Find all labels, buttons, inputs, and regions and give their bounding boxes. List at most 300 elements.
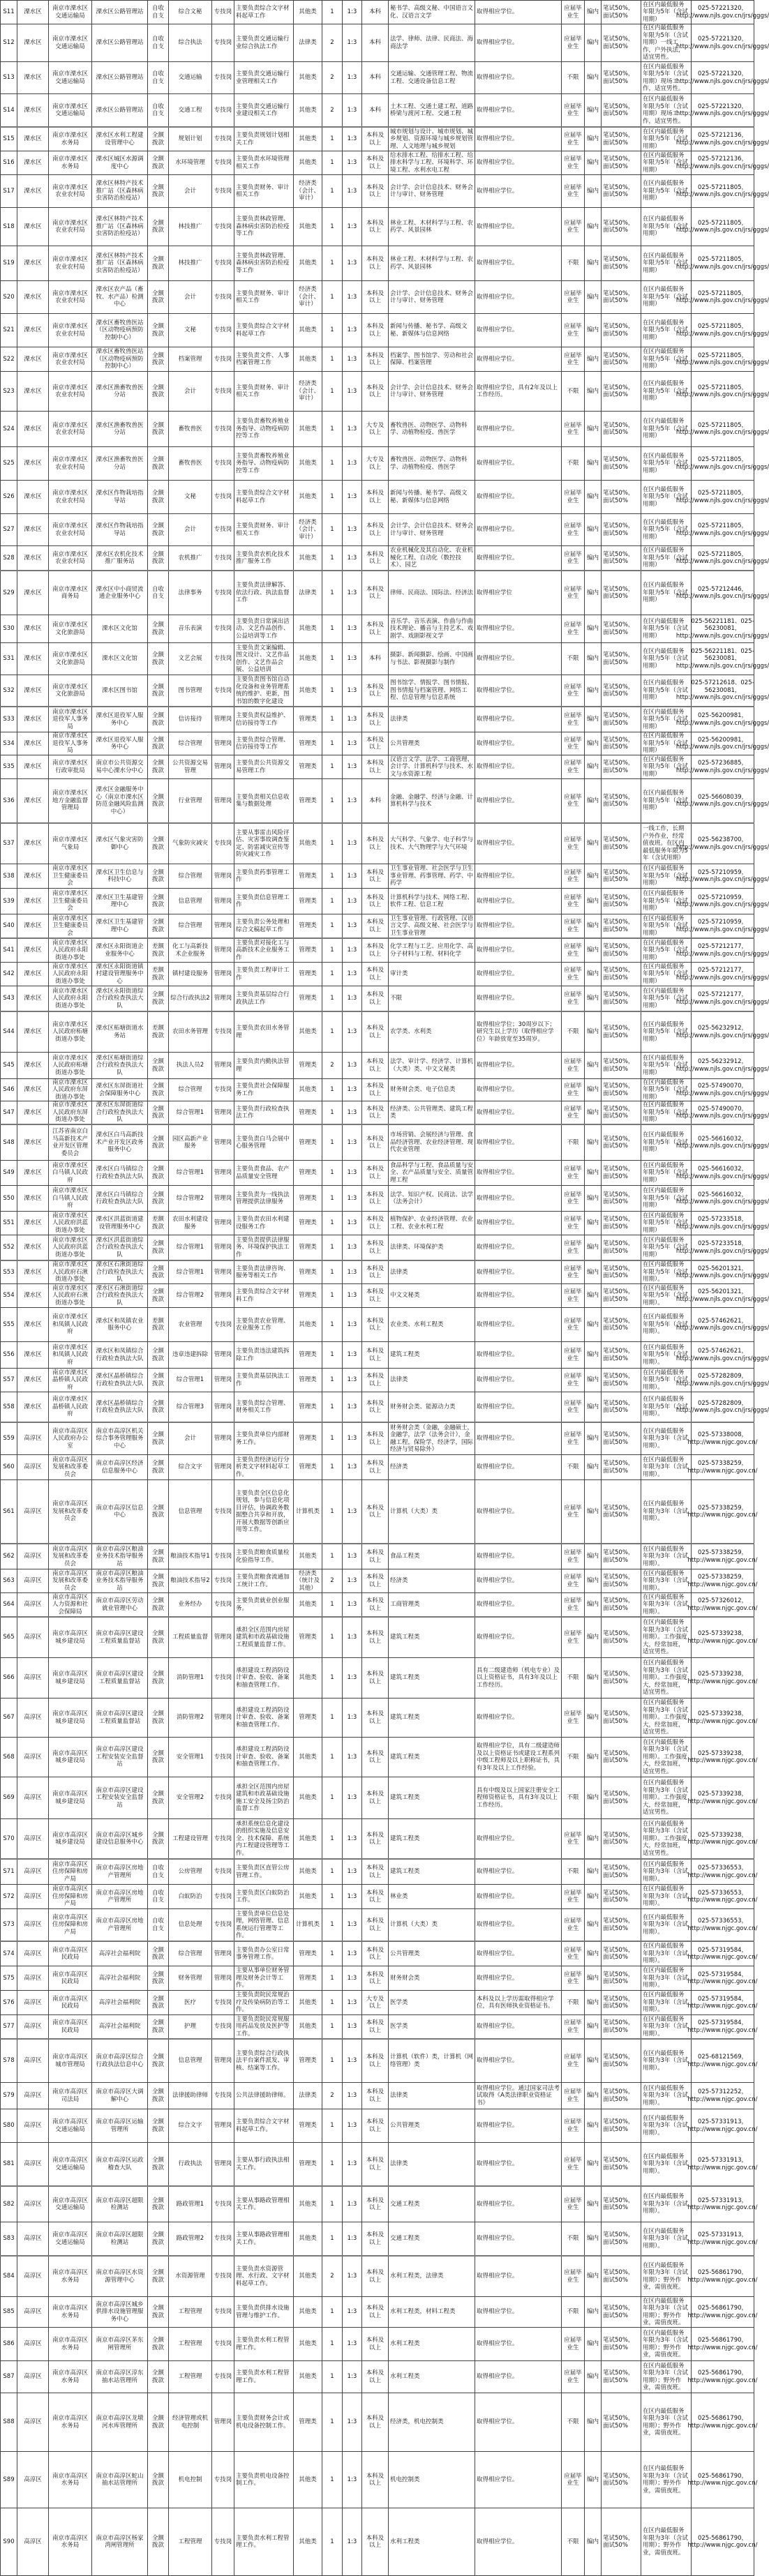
- major-cell: [389, 643, 475, 675]
- target-applicants: 应届毕业生: [564, 1083, 582, 1097]
- headcount: 1: [330, 2538, 334, 2545]
- district-cell: [17, 1101, 49, 1125]
- post-name-cell: [169, 2452, 212, 2508]
- unit: 南京市高淳区城乡建设信息服务中心: [96, 1831, 144, 1846]
- education-cell: [362, 2109, 389, 2143]
- major: 城市规划与设计、城市规划、城乡规划、资源环境与城乡规划管理、人文地理与城乡规划: [390, 128, 474, 150]
- remarks-cell: [641, 2256, 692, 2297]
- contact: 025-57211805，http://www.njls.gov.cn/jrs/gggs/: [675, 219, 769, 234]
- remarks: 在区内最低服务年限为3年（含试用期）。: [643, 1860, 688, 1883]
- headcount: 1: [330, 625, 334, 633]
- post-type: 专技岗: [214, 1507, 232, 1515]
- exam-category-cell: [294, 1991, 322, 2015]
- district-cell: [17, 1885, 49, 1909]
- contact: 025-57221320，http://www.njls.gov.cn/jrs/gggs/: [675, 103, 769, 117]
- post-name-cell: [169, 1455, 212, 1480]
- unit-cell: [92, 1544, 148, 1569]
- major-cell: [389, 2393, 475, 2452]
- remarks: 在区内最低服务年限为3年（含试用期）。: [643, 2015, 688, 2038]
- post-name: 信访接待: [178, 716, 202, 723]
- funding-type-cell: [148, 94, 169, 128]
- funding-type-cell: [148, 1011, 169, 1053]
- department-cell: [49, 1161, 92, 1186]
- unit: 溧水区卫生基建管理中心: [96, 894, 144, 908]
- exam-weighting-cell: [602, 963, 641, 986]
- headcount: 1: [330, 1634, 334, 1641]
- funding-type: 全额拨款: [151, 622, 164, 636]
- table-row: [1, 2508, 754, 2576]
- post-type-cell: [212, 2508, 234, 2576]
- post-description: 主要负责粮食质量检化验指导工作。: [236, 1549, 290, 1564]
- target-applicants: 不限: [567, 1138, 579, 1146]
- target-applicants: 应届毕业生: [564, 1549, 582, 1564]
- education-cell: [362, 546, 389, 571]
- contact-cell: [675, 314, 769, 347]
- exam-weighting: 笔试50%，面试50%: [603, 1918, 634, 1932]
- education: 本科及以上: [366, 1265, 384, 1279]
- interview-ratio: 1:3: [347, 2340, 357, 2348]
- post-name: 文艺会展: [178, 655, 202, 663]
- post-name: 执法人员2: [176, 1062, 204, 1069]
- major-cell: [389, 1053, 475, 1079]
- post-name: 综合行政执法2: [170, 995, 210, 1002]
- district: 溧水区: [24, 686, 42, 694]
- major-cell: [389, 151, 475, 175]
- interview-ratio: 1:3: [347, 1921, 357, 1929]
- district-cell: [17, 1212, 49, 1235]
- education: 本科及以上: [366, 736, 384, 751]
- exam-weighting-cell: [602, 1859, 641, 1885]
- education: 本科及以上: [366, 836, 384, 851]
- post-description: 主要负责单位信息处理，网络管理、信息系统运行管理等工作。: [236, 1910, 290, 1939]
- headcount-cell: [322, 208, 343, 246]
- post-description-cell: [234, 2297, 294, 2328]
- post-type-cell: [212, 889, 234, 914]
- staffing-cell: [585, 823, 602, 864]
- table-row: [1, 347, 754, 372]
- headcount: 1: [330, 1194, 334, 1202]
- department: 南京市高淳区住房保障和房产局: [52, 1860, 88, 1883]
- headcount: 1: [330, 797, 334, 804]
- headcount-cell: [322, 1885, 343, 1909]
- education-cell: [362, 1235, 389, 1261]
- major-cell: [389, 1777, 475, 1819]
- post-name-cell: [169, 2256, 212, 2297]
- contact-cell: [675, 986, 769, 1012]
- staffing-cell: [585, 2452, 602, 2508]
- funding-type-cell: [148, 1053, 169, 1079]
- position-code-cell: [1, 643, 17, 675]
- post-type-cell: [212, 246, 234, 281]
- unit: 溧水区白马高新技术产业开发区政务服务中心: [96, 1131, 144, 1154]
- unit-cell: [92, 1991, 148, 2015]
- other-requirements: 取得相应学位。: [477, 1403, 518, 1410]
- interview-ratio-cell: [343, 1369, 362, 1392]
- exam-weighting: 笔试50%，面试50%: [603, 967, 634, 981]
- other-requirements: 取得相应学位。: [477, 872, 518, 880]
- position-code-cell: [1, 2143, 17, 2187]
- target-applicants-cell: [562, 889, 585, 914]
- other-requirements: 取得相应学位。: [477, 2373, 518, 2381]
- district: 高淳区: [24, 1998, 42, 2006]
- district-cell: [17, 889, 49, 914]
- contact: 025-56221181、025-56230081，http://www.njls.gov.cn/jrs/gggs/: [675, 617, 769, 640]
- other-requirements: 取得相应学位。: [477, 1553, 518, 1560]
- post-description: 主要负责文件、人事档案管理工作: [236, 352, 290, 366]
- table-row: [1, 643, 754, 675]
- unit-cell: [92, 2015, 148, 2040]
- other-requirements-cell: [475, 914, 562, 939]
- exam-category: 管理类: [299, 922, 317, 930]
- remarks-cell: [641, 2328, 692, 2361]
- target-applicants: 应届毕业生: [564, 1946, 582, 1961]
- post-name-cell: [169, 1342, 212, 1369]
- funding-type-cell: [148, 546, 169, 571]
- headcount-cell: [322, 2143, 343, 2187]
- other-requirements-cell: [475, 755, 562, 779]
- table-row: [1, 1392, 754, 1423]
- exam-category-cell: [294, 1859, 322, 1885]
- unit-cell: [92, 2452, 148, 2508]
- funding-type: 全额拨款: [151, 2269, 164, 2284]
- post-description-cell: [234, 2328, 294, 2361]
- target-applicants: 不限: [567, 1868, 579, 1876]
- position-code: S69: [3, 1794, 15, 1802]
- headcount: 1: [330, 1292, 334, 1300]
- exam-weighting-cell: [602, 2393, 641, 2452]
- staffing-cell: [585, 707, 602, 732]
- education: 大专及以上: [366, 456, 384, 471]
- contact: 025-57233518，http://www.njls.gov.cn/jrs/gggs/: [675, 1216, 769, 1230]
- exam-category: 其他类: [299, 1086, 317, 1094]
- contact: 025-56221181、025-56230081，http://www.njls.gov.cn/jrs/gggs/: [675, 647, 769, 670]
- exam-category: 其他类: [299, 1794, 317, 1802]
- remarks: 在区内最低服务年限为3年（含试用期）；野外作业，需值夜班。: [643, 2261, 688, 2291]
- unit: 南京市高淳区综合行政执法信息中心: [96, 2054, 144, 2068]
- table-row: [1, 1, 754, 24]
- post-description: 主要负责财务、审计相关工作: [236, 384, 290, 398]
- exam-weighting-cell: [602, 675, 641, 707]
- position-code: S74: [3, 1950, 15, 1957]
- district: 溧水区: [24, 39, 42, 47]
- staffing: 编内: [586, 460, 599, 467]
- unit-cell: [92, 2328, 148, 2361]
- other-requirements: 取得相应学位。: [477, 259, 518, 267]
- post-type-cell: [212, 1617, 234, 1658]
- post-type: 专技岗: [214, 355, 232, 363]
- major: 水利工程类: [390, 2373, 420, 2381]
- post-name-cell: [169, 2361, 212, 2393]
- major: 水利工程类: [390, 2340, 420, 2348]
- target-applicants-cell: [562, 755, 585, 779]
- headcount: 1: [330, 1998, 334, 2006]
- exam-category-cell: [294, 2109, 322, 2143]
- major-cell: [389, 2083, 475, 2109]
- other-requirements: 取得相应学位。: [477, 1108, 518, 1116]
- exam-weighting-cell: [602, 127, 641, 151]
- headcount-cell: [322, 938, 343, 963]
- other-requirements: 取得相应学位。: [477, 493, 518, 501]
- staffing-cell: [585, 1698, 602, 1738]
- education-cell: [362, 938, 389, 963]
- remarks-cell: [641, 1885, 692, 1909]
- exam-category: 经济类（会计、审计）: [295, 180, 320, 202]
- post-name: 会计: [184, 1435, 196, 1443]
- table-row: [1, 2143, 754, 2187]
- position-code: S73: [3, 1921, 15, 1929]
- department-cell: [49, 1885, 92, 1909]
- exam-weighting-cell: [602, 1079, 641, 1101]
- post-type: 管理岗: [214, 1351, 232, 1359]
- remarks: 在区内最低服务年限为3年（含试用期）。: [643, 1991, 688, 2014]
- target-applicants: 应届毕业生: [564, 2197, 582, 2211]
- position-code-cell: [1, 1885, 17, 1909]
- department: 南京市溧水区地方金融监督管理局: [52, 790, 88, 812]
- education-cell: [362, 2361, 389, 2393]
- post-type-cell: [212, 2039, 234, 2083]
- remarks: 在区内最低服务年限为5年（含试用期）现场工作，适宜男性。: [643, 63, 688, 92]
- exam-category: 管理类: [299, 2122, 317, 2130]
- department-cell: [49, 1342, 92, 1369]
- contact: 025-56232912，http://www.njls.gov.cn/jrs/gggs/: [675, 1058, 769, 1073]
- other-requirements: 取得相应学位。: [477, 2023, 518, 2031]
- exam-category: 其他类: [299, 1028, 317, 1036]
- post-type: 管理岗: [214, 1138, 232, 1146]
- unit-cell: [92, 1698, 148, 1738]
- contact: 025-57331913，http://www.njgc.gov.cn/: [687, 2231, 758, 2246]
- department: 南京市溧水区农业农村局: [52, 219, 88, 234]
- education: 本科及以上: [366, 256, 384, 271]
- interview-ratio-cell: [343, 1124, 362, 1161]
- major: 会计学、会计信息技术、财务会计与审计、财务管理: [390, 289, 474, 304]
- exam-category-cell: [294, 1819, 322, 1860]
- post-description-cell: [234, 1777, 294, 1819]
- exam-category-cell: [294, 2256, 322, 2297]
- education-cell: [362, 151, 389, 175]
- major-cell: [389, 2186, 475, 2222]
- interview-ratio: 1:3: [347, 1108, 357, 1116]
- exam-weighting: 笔试50%，面试50%: [603, 868, 634, 883]
- interview-ratio-cell: [343, 1909, 362, 1942]
- interview-ratio: 1:3: [347, 1714, 357, 1722]
- funding-type: 全额拨款: [151, 868, 164, 883]
- staffing-cell: [585, 347, 602, 372]
- exam-category: 管理类: [299, 1463, 317, 1471]
- exam-weighting: 笔试50%，面试50%: [603, 256, 634, 271]
- exam-weighting-cell: [602, 2452, 641, 2508]
- interview-ratio-cell: [343, 571, 362, 615]
- exam-category: 法律类: [299, 2092, 317, 2100]
- other-requirements: 取得相应学位。: [477, 1507, 518, 1515]
- unit-cell: [92, 314, 148, 347]
- other-requirements: 取得相应学位。: [477, 1463, 518, 1471]
- district-cell: [17, 779, 49, 824]
- post-name: 水环境管理: [175, 159, 205, 167]
- funding-type-cell: [148, 1593, 169, 1618]
- table-row: [1, 1909, 754, 1942]
- funding-type: 全额拨款: [151, 1710, 164, 1725]
- headcount: 1: [330, 1835, 334, 1842]
- headcount-cell: [322, 94, 343, 128]
- position-code: S20: [3, 293, 15, 301]
- headcount: 1: [330, 840, 334, 848]
- exam-weighting-cell: [602, 175, 641, 208]
- unit-cell: [92, 1101, 148, 1125]
- remarks: 在区内最低服务年限为3年（含试用期）。: [643, 1456, 688, 1478]
- district: 溧水区: [24, 897, 42, 905]
- education: 本科及以上: [366, 2534, 384, 2549]
- funding-type-cell: [148, 1422, 169, 1455]
- staffing-cell: [585, 1966, 602, 1991]
- interview-ratio: 1:3: [347, 1292, 357, 1300]
- education: 本科及以上: [366, 868, 384, 883]
- table-row: [1, 1966, 754, 1991]
- target-applicants: 应届毕业生: [564, 421, 582, 436]
- staffing: 编内: [586, 223, 599, 230]
- department: 南京市溧水区晶桥镇人民政府: [52, 1396, 88, 1418]
- headcount-cell: [322, 246, 343, 281]
- staffing-cell: [585, 732, 602, 755]
- headcount-cell: [322, 986, 343, 1012]
- contact-cell: [675, 707, 769, 732]
- contact: 025-57210959，http://www.njls.gov.cn/jrs/gggs/: [675, 919, 769, 933]
- interview-ratio: 1:3: [347, 995, 357, 1002]
- exam-weighting-cell: [602, 864, 641, 889]
- post-type-cell: [212, 1909, 234, 1942]
- unit-cell: [92, 2508, 148, 2576]
- post-name-cell: [169, 1308, 212, 1342]
- post-description-cell: [234, 514, 294, 546]
- contact-cell: [675, 1079, 769, 1101]
- funding-type: 全额拨款: [151, 421, 164, 436]
- funding-type-cell: [148, 447, 169, 481]
- funding-type-cell: [148, 481, 169, 514]
- unit-cell: [92, 1617, 148, 1658]
- contact: 025-57212136，http://www.njls.gov.cn/jrs/gggs/: [675, 132, 769, 146]
- post-type-cell: [212, 2256, 234, 2297]
- headcount: 1: [330, 2235, 334, 2243]
- position-code-cell: [1, 412, 17, 447]
- table-row: [1, 732, 754, 755]
- position-code: S68: [3, 1753, 15, 1761]
- post-type-cell: [212, 1885, 234, 1909]
- target-applicants-cell: [562, 1819, 585, 1860]
- department: 南京市溧水区交通运输局: [52, 36, 88, 50]
- table-row: [1, 615, 754, 643]
- exam-category-cell: [294, 1966, 322, 1991]
- position-code-cell: [1, 938, 17, 963]
- post-name-cell: [169, 1124, 212, 1161]
- remarks-cell: [641, 1909, 692, 1942]
- exam-weighting: 笔试50%，面试50%: [603, 736, 634, 751]
- position-code-cell: [1, 1422, 17, 1455]
- education-cell: [362, 1966, 389, 1991]
- staffing-cell: [585, 2297, 602, 2328]
- staffing-cell: [585, 914, 602, 939]
- post-name: 综合管理: [178, 1950, 202, 1957]
- funding-type: 全额拨款: [151, 1791, 164, 1805]
- exam-weighting-cell: [602, 1392, 641, 1423]
- department: 南京市高淳区水务局: [52, 2305, 88, 2319]
- exam-category-cell: [294, 412, 322, 447]
- remarks: 在区内最低服务年限为3年（含试用期）；野外作业，需值夜班。: [643, 2527, 688, 2556]
- post-type-cell: [212, 1480, 234, 1544]
- contact-cell: [675, 1284, 769, 1308]
- funding-type-cell: [148, 1392, 169, 1423]
- post-description: 承担建设工程消防设计审查、验收、备案和抽查管理工作。: [236, 1746, 290, 1768]
- exam-weighting: 笔试50%，面试50%: [603, 1710, 634, 1725]
- major-cell: [389, 1569, 475, 1593]
- post-description-cell: [234, 889, 294, 914]
- exam-category-cell: [294, 1422, 322, 1455]
- district: 溧水区: [24, 1219, 42, 1227]
- post-type-cell: [212, 1011, 234, 1053]
- interview-ratio-cell: [343, 2256, 362, 2297]
- position-code-cell: [1, 1308, 17, 1342]
- education: 本科及以上: [366, 760, 384, 774]
- remarks: 在区内最低服务年限为5年（含试用期）: [643, 319, 688, 341]
- interview-ratio-cell: [343, 1593, 362, 1618]
- unit-cell: [92, 151, 148, 175]
- interview-ratio-cell: [343, 2297, 362, 2328]
- major: 林业工程、木材科学与工程、农药学、风景园林: [390, 256, 474, 271]
- interview-ratio: 1:3: [347, 493, 357, 501]
- remarks: 在区内最低服务年限为3年（含试用期）。: [643, 1569, 688, 1592]
- staffing-cell: [585, 151, 602, 175]
- unit-cell: [92, 864, 148, 889]
- post-name: 综合管理1: [176, 1268, 204, 1276]
- interview-ratio-cell: [343, 412, 362, 447]
- funding-type-cell: [148, 675, 169, 707]
- target-applicants-cell: [562, 1011, 585, 1053]
- unit-cell: [92, 986, 148, 1012]
- table-row: [1, 2393, 754, 2452]
- position-code: S49: [3, 1169, 15, 1177]
- department: 南京市溧水区农业农村局: [52, 421, 88, 436]
- major: 交通运输、交通管理工程、物流工程、交通设备信息工程: [390, 70, 474, 85]
- other-requirements-cell: [475, 1658, 562, 1698]
- contact: 025-56861790，http://www.njgc.gov.cn/: [687, 2472, 758, 2487]
- position-code: S32: [3, 686, 15, 694]
- contact: 025-57211805，http://www.njls.gov.cn/jrs/gggs/: [675, 550, 769, 565]
- unit: 溧水区石湫街道综合行政检查执法大队: [96, 1284, 144, 1306]
- post-type-cell: [212, 675, 234, 707]
- interview-ratio-cell: [343, 246, 362, 281]
- major-cell: [389, 1284, 475, 1308]
- funding-type-cell: [148, 779, 169, 824]
- target-applicants-cell: [562, 1235, 585, 1261]
- headcount: 1: [330, 1921, 334, 1929]
- contact-cell: [675, 281, 769, 314]
- headcount: 1: [330, 2122, 334, 2130]
- staffing: 编内: [586, 326, 599, 334]
- post-description: 主要负责林政管理、森林病虫害防治检疫等工作: [236, 216, 290, 238]
- interview-ratio: 1:3: [347, 655, 357, 663]
- district: 高淳区: [24, 1753, 42, 1761]
- remarks-cell: [641, 1593, 692, 1618]
- contact: 025-57212177，http://www.njls.gov.cn/jrs/gggs/: [675, 967, 769, 981]
- headcount-cell: [322, 447, 343, 481]
- contact: 025-57236885，http://www.njls.gov.cn/jrs/gggs/: [675, 760, 769, 774]
- department-cell: [49, 732, 92, 755]
- target-applicants-cell: [562, 412, 585, 447]
- major-cell: [389, 314, 475, 347]
- department-cell: [49, 314, 92, 347]
- contact-cell: [675, 1053, 769, 1079]
- post-description: 承担系统信息化建设的组织实施及信息安全、技术保障、系统内工程建设管理等工作。: [236, 1820, 290, 1857]
- funding-type: 全额拨款: [151, 991, 164, 1006]
- interview-ratio-cell: [343, 643, 362, 675]
